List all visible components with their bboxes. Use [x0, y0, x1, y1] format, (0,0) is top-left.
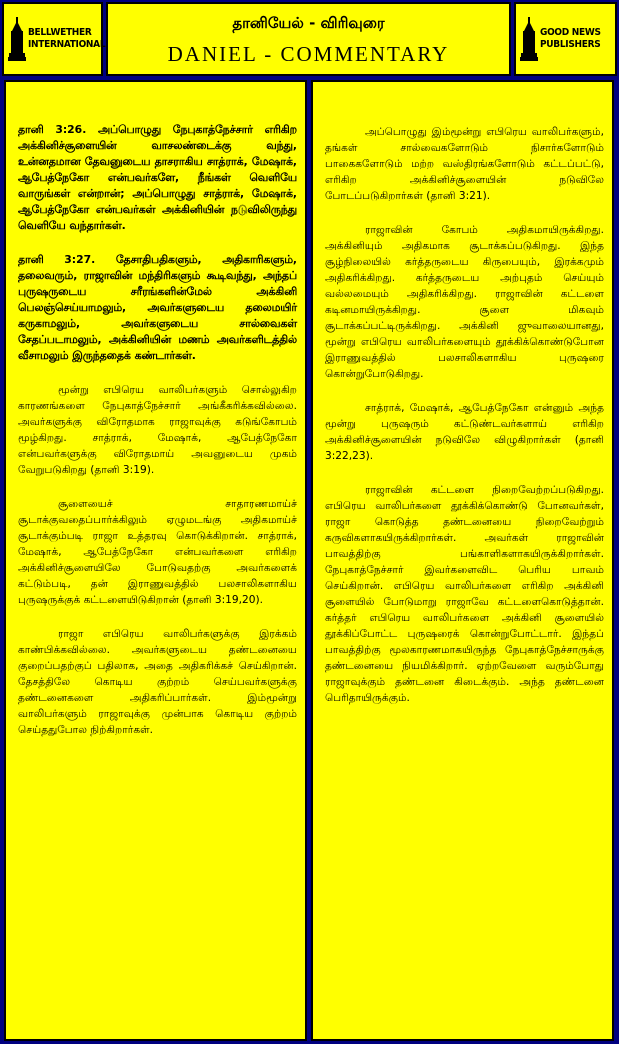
commentary-paragraph: அப்பொழுது இம்மூன்று எபிரெய வாலிபர்களும், தங்கள் சால்வைகளோடும் நிசார்களோடும் பாகைகளோடும் மற்ற வஸ்திரங்களோடும் கட்டப்பட்டு, எரிகிற அக்கினிச்சூளையின் நடுவிலே போடப்படுகிறார்கள் (தானி 3:21).: [325, 126, 604, 202]
logo-right-line-2: PUBLISHERS: [540, 39, 601, 50]
bellwether-logo: [2, 2, 106, 76]
header: [0, 0, 619, 80]
title-box: [106, 2, 511, 76]
commentary-paragraph: ராஜாவின் கோபம் அதிகமாயிருக்கிறது. அக்கினியும் அதிகமாக சூடாக்கப்படுகிறது. இந்த சூழ்நிலையில் கர்த்தருடைய கிருபையும், இரக்கமும் அதிகரிக்கிறது. கர்த்தருடைய அற்புதம் செய்யும் வல்லமையும் அதிகரிக்கிறது. ராஜாவின் கட்டளை கடினமாயிருக்கிறது. சூளை மிகவும் சூடாக்கப்பட்டிருக்கிறது. அக்கினி ஜுவாலையானது, மூன்று எபிரெய வாலிபர்களையும் தூக்கிக்கொண்டுபோன இராணுவத்தில் பலசாலிகளாகிய புருஷரை கொன்றுபோடுகிறது.: [325, 224, 604, 380]
bellwether-icon: [8, 17, 26, 61]
left-column: [4, 80, 307, 1041]
commentary-paragraph: சாத்ராக், மேஷாக், ஆபேத்நேகோ என்னும் அந்த மூன்று புருஷரும் கட்டுண்டவர்களாய் எரிகிற அக்கினிச்சூளையின் நடுவிலே விழுகிறார்கள் (தானி 3:22,23).: [325, 402, 604, 462]
commentary-paragraph: ராஜா எபிரெய வாலிபர்களுக்கு இரக்கம் காண்பிக்கவில்லை. அவர்களுடைய தண்டனையை குறைப்பதற்குப் பதிலாக, அதை அதிகரிக்கச் செய்கிறான். தேசத்திலே கொடிய குற்றம் செய்பவர்களுக்கு தண்டனைகளை அதிகரிப்பார்கள். இம்மூன்று வாலிபர்களும் ராஜாவுக்கு முன்பாக கொடிய குற்றம் செய்ததுபோல நிற்கிறார்கள்.: [18, 628, 297, 736]
page-title-english: DANIEL - COMMENTARY: [167, 42, 450, 66]
logo-left-line-2: INTERNATIONAL: [28, 39, 106, 50]
verse-3-27: தானி 3:27. தேசாதிபதிகளும், அதிகாரிகளும், தலைவரும், ராஜாவின் மந்திரிகளும் கூடிவந்து, அந்தப் புருஷருடைய சரீரங்களின்மேல் அக்கினி பெலஞ்செய்யாமலும், அவர்களுடைய தலைமயிர் கருகாமலும், அவர்களுடைய சால்வைகள் சேதப்படாமலும், அக்கினியின் மணம் அவர்களிடத்தில் வீசாமலும் இருந்ததைக் கண்டார்கள்.: [18, 253, 297, 362]
page-title-tamil: தானியேல் - விரிவுரை: [232, 14, 385, 32]
commentary-paragraph: சூளையைச் சாதாரணமாய்ச் சூடாக்குவதைப்பார்க்கிலும் ஏழுமடங்கு அதிகமாய்ச் சூடாக்கும்படி ராஜா உத்தரவு கொடுக்கிறான். சாத்ராக், மேஷாக், ஆபேத்நேகோ என்பவர்களை எரிகிற அக்கினிச்சூளையிலே போடுவதற்கு அவர்களைக் கட்டும்படி, தன் இராணுவத்தில் பலசாலிகளாகிய புருஷருக்குக் கட்டளையிடுகிறான் (தானி 3:19,20).: [18, 498, 297, 606]
logo-left-line-1: BELLWETHER: [28, 27, 92, 38]
logo-right-line-1: GOOD NEWS: [540, 27, 601, 38]
verse-3-26: தானி 3:26. அப்பொழுது நேபுகாத்நேச்சார் எரிகிற அக்கினிச்சூளையின் வாசலண்டைக்கு வந்து, உன்னதமான தேவனுடைய தாசராகிய சாத்ராக், மேஷாக், ஆபேத்நேகோ என்பவர்களே, நீங்கள் வெளியே வாருங்கள் என்றான்; அப்பொழுது சாத்ராக், மேஷாக், ஆபேத்நேகோ என்பவர்கள் அக்கினியின் நடுவிலிருந்து வெளியே வந்தார்கள்.: [18, 123, 297, 232]
commentary-paragraph: ராஜாவின் கட்டளை நிறைவேற்றப்படுகிறது. எபிரெய வாலிபர்களை தூக்கிக்கொண்டு போனவர்கள், ராஜா கொடுத்த தண்டனையை நிறைவேற்றும் கருவிகளாகயிருக்கிறார்கள். அவர்கள் ராஜாவின் பாவத்திற்கு பங்காளிகளாகயிருக்கிறார்கள். நேபுகாத்நேச்சார் இவர்களைவிட பெரிய பாவம் செய்கிறான். எபிரெய வாலிபர்களை எரிகிற அக்கினி சூளையில் போடுமாறு ராஜாவே கட்டளைகொடுத்தான். கர்த்தர் எபிரெய வாலிபர்களை அக்கினி சூளையில் தூக்கிப்போட்ட புருஷரைக் கொன்றுபோட்டார். இந்தப் பாவத்திற்கு மூலகாரணமாகயிருந்த நேபுகாத்நேச்சாருக்கு தண்டனையை நியமிக்கிறார். ஏற்றவேளை வரும்போது ராஜாவுக்கும் தண்டனை கிடைக்கும். அந்த தண்டனை பெரிதாயிருக்கும்.: [325, 484, 604, 704]
right-column: [311, 80, 614, 1041]
good-news-logo: [514, 2, 617, 76]
commentary-paragraph: மூன்று எபிரெய வாலிபர்களும் சொல்லுகிற காரணங்களை நேபுகாத்நேச்சார் அங்கீகரிக்கவில்லை. அவர்களுக்கு விரோதமாக ராஜாவுக்கு கடுங்கோபம் மூழ்கிறது. சாத்ராக், மேஷாக், ஆபேத்நேகோ என்பவர்களுக்கு விரோதமாய் அவனுடைய முகம் வேறுபடுகிறது (தானி 3:19).: [18, 384, 297, 476]
good-news-icon: [520, 17, 538, 61]
